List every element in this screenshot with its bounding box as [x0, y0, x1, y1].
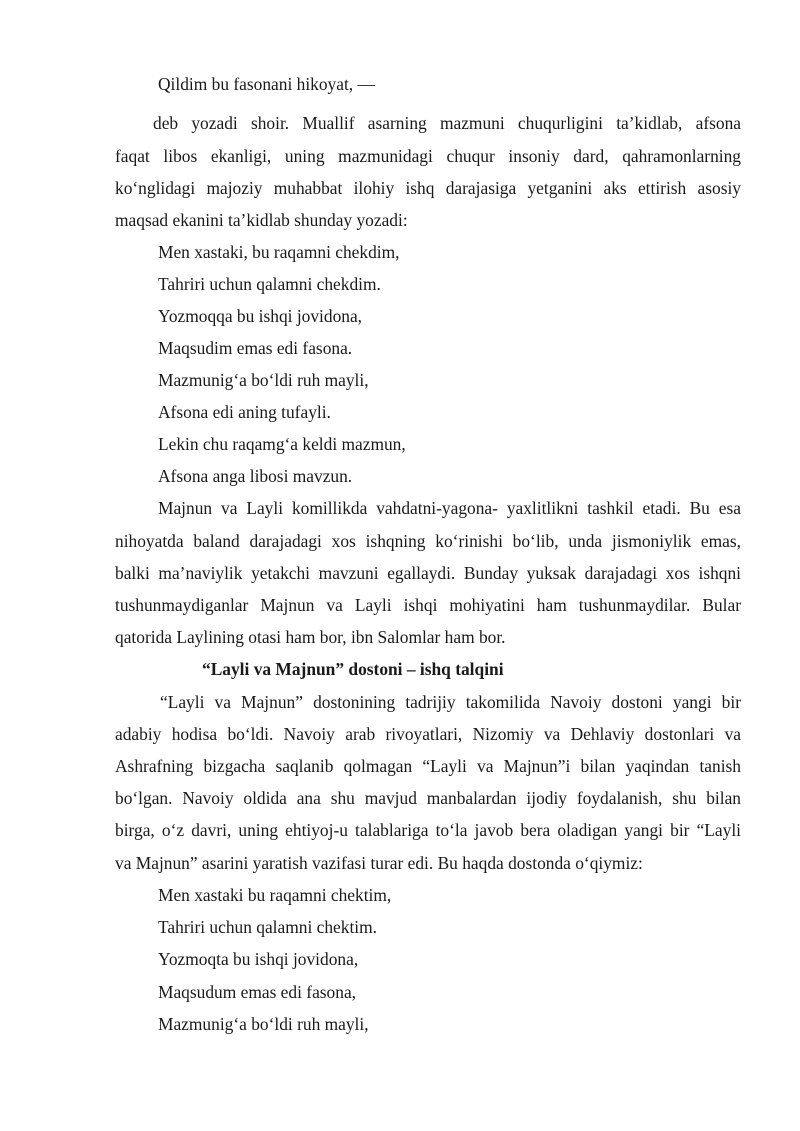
- section-heading: “Layli va Majnun” dostoni – ishq talqini: [202, 659, 504, 679]
- paragraph-line: faqat libos ekanligi, uning mazmunidagi chuqur insoniy dard, qahramonlarning: [115, 148, 741, 166]
- paragraph-line: va Majnun” asarini yaratish vazifasi turar edi. Bu haqda dostonda o‘qiymiz:: [115, 855, 643, 873]
- verse-line: Men xastaki, bu raqamni chekdim,: [158, 242, 400, 262]
- verse-line: Afsona edi aning tufayli.: [158, 402, 331, 422]
- paragraph-line: balki ma’naviylik yetakchi mavzuni egallaydi. Bunday yuksak darajadagi xos ishqni: [115, 565, 741, 583]
- verse-line: Lekin chu raqamg‘a keldi mazmun,: [158, 434, 406, 454]
- paragraph-line: adabiy hodisa bo‘ldi. Navoiy arab rivoyatlari, Nizomiy va Dehlaviy dostonlari va: [115, 726, 741, 744]
- paragraph-line: maqsad ekanini ta’kidlab shunday yozadi:: [115, 212, 408, 230]
- verse-line: Yozmoqqa bu ishqi jovidona,: [158, 306, 363, 326]
- paragraph-line: “Layli va Majnun” dostonining tadrijiy takomilida Navoiy dostoni yangi bir: [160, 694, 741, 712]
- paragraph-line: bo‘lgan. Navoiy oldida ana shu mavjud manbalardan ijodiy foydalanish, shu bilan: [115, 790, 741, 808]
- paragraph-line: nihoyatda baland darajadagi xos ishqning ko‘rinishi bo‘lib, unda jismoniylik emas,: [115, 533, 741, 551]
- verse-line: Tahriri uchun qalamni chektim.: [158, 917, 377, 937]
- verse-line: Tahriri uchun qalamni chekdim.: [158, 274, 381, 294]
- verse-line: Men xastaki bu raqamni chektim,: [158, 885, 392, 905]
- verse-line: Mazmunig‘a bo‘ldi ruh mayli,: [158, 1014, 369, 1034]
- paragraph-line: tushunmaydiganlar Majnun va Layli ishqi mohiyatini ham tushunmaydilar. Bular: [115, 597, 741, 615]
- paragraph-line: deb yozadi shoir. Muallif asarning mazmuni chuqurligini ta’kidlab, afsona: [153, 115, 741, 133]
- verse-line: Mazmunig‘a bo‘ldi ruh mayli,: [158, 370, 369, 390]
- verse-line: Maqsudim emas edi fasona.: [158, 338, 353, 358]
- paragraph-line: ko‘nglidagi majoziy muhabbat ilohiy ishq darajasiga yetganini aks ettirish asosiy: [115, 180, 741, 198]
- paragraph-line: Ashrafning bizgacha saqlanib qolmagan “Layli va Majnun”i bilan yaqindan tanish: [115, 758, 741, 776]
- verse-line: Afsona anga libosi mavzun.: [158, 466, 353, 486]
- verse-line: Maqsudum emas edi fasona,: [158, 982, 357, 1002]
- verse-line: Yozmoqta bu ishqi jovidona,: [158, 949, 359, 969]
- verse-line: Qildim bu fasonani hikoyat, —: [158, 74, 375, 94]
- paragraph-line: birga, o‘z davri, uning ehtiyoj-u talablariga to‘la javob bera oladigan yangi bir “Layli: [115, 822, 741, 840]
- paragraph-line: qatorida Laylining otasi ham bor, ibn Salomlar ham bor.: [115, 629, 506, 647]
- paragraph-line: Majnun va Layli komillikda vahdatni-yagona- yaxlitlikni tashkil etadi. Bu esa: [158, 500, 741, 518]
